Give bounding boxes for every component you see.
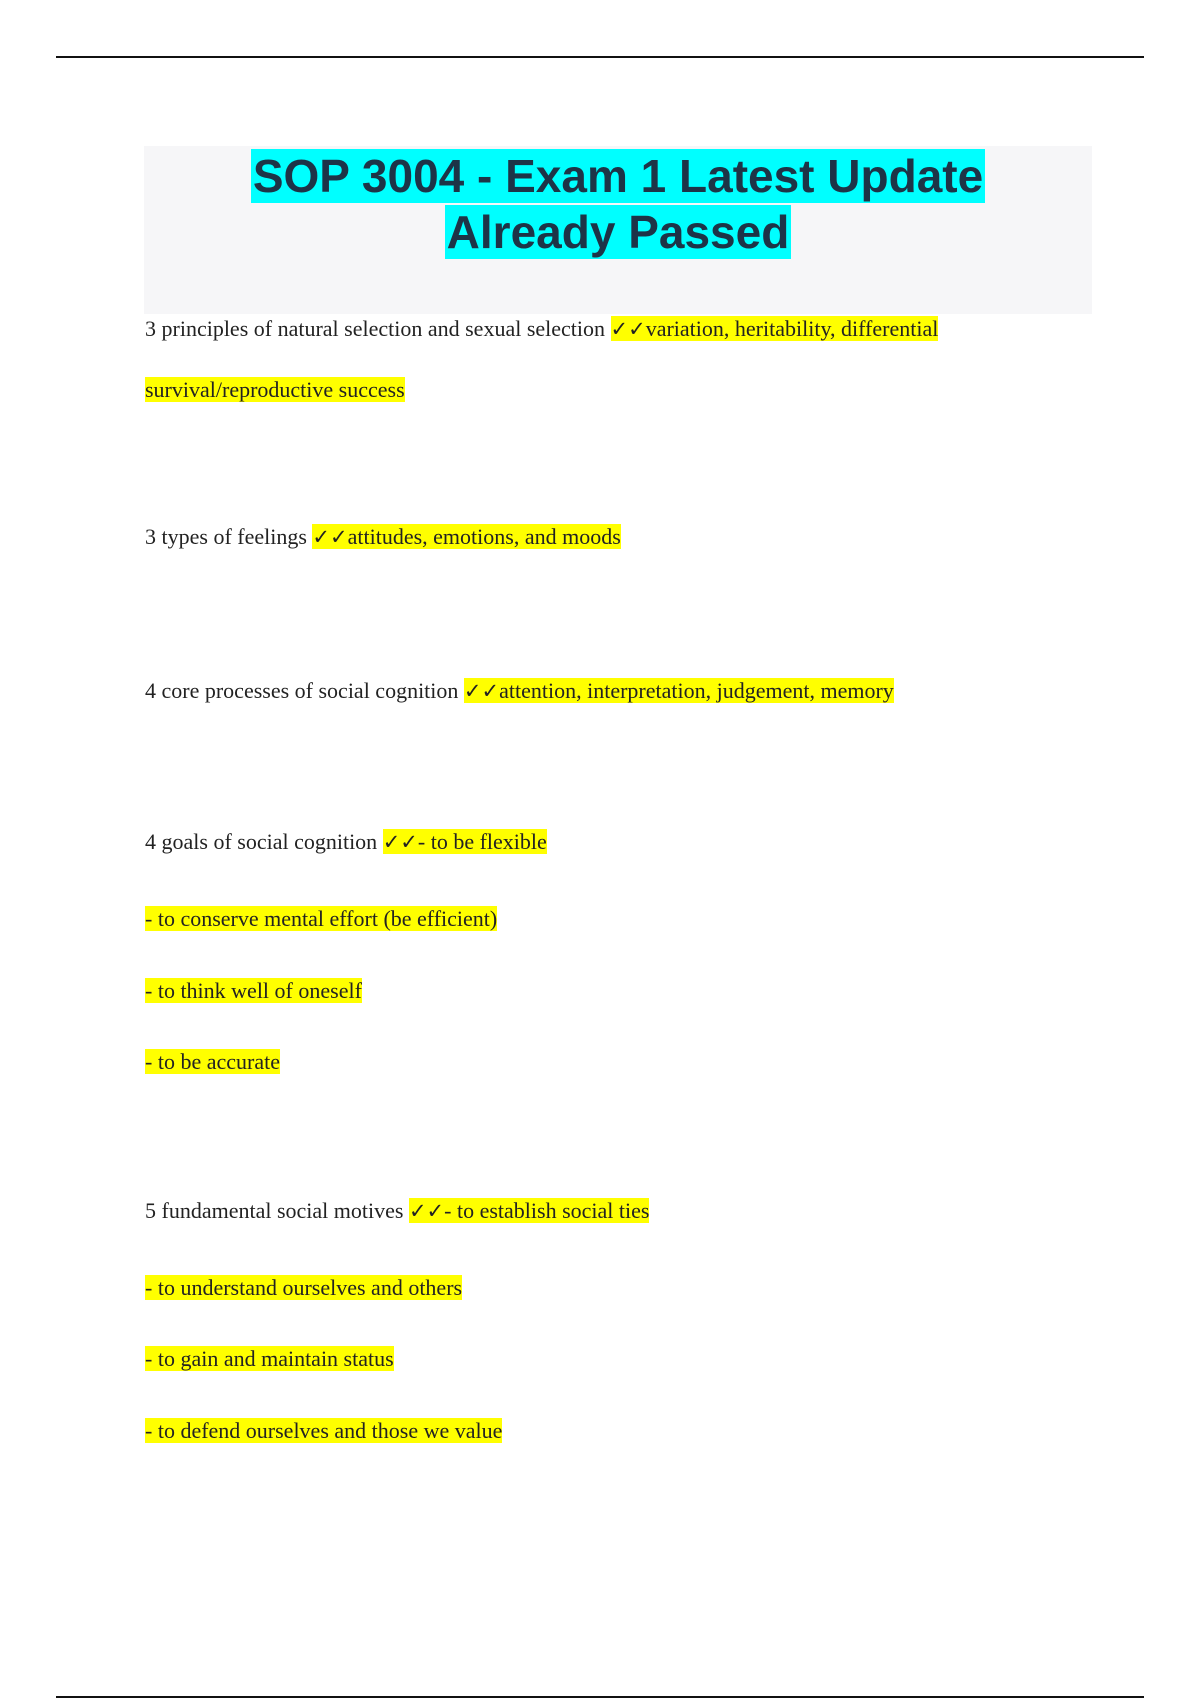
question-text: 4 goals of social cognition <box>145 829 378 854</box>
qa-item-5-answer-line <box>145 1273 462 1303</box>
qa-item-4-answer-line <box>145 904 497 934</box>
double-check-icon: ✓✓ <box>408 1199 445 1223</box>
qa-item-4-answer-line <box>145 1047 280 1077</box>
answer-highlight <box>383 829 547 854</box>
answer-highlight <box>464 678 894 703</box>
answer-highlight <box>409 1198 650 1223</box>
qa-item-4-question-line <box>145 827 547 857</box>
answer-text: - to gain and maintain status <box>145 1346 394 1371</box>
qa-item-3-question-line <box>145 676 894 706</box>
question-text: 4 core processes of social cognition <box>145 678 459 703</box>
answer-text: - to understand ourselves and others <box>145 1275 463 1300</box>
double-check-icon: ✓✓ <box>463 679 500 703</box>
answer-text: survival/reproductive success <box>145 377 405 402</box>
double-check-icon: ✓✓ <box>382 830 418 854</box>
qa-item-5-answer-line <box>145 1344 394 1374</box>
question-text: 5 fundamental social motives <box>145 1198 404 1223</box>
answer-text: attitudes, emotions, and moods <box>347 524 621 549</box>
top-rule <box>56 56 1144 58</box>
title-block <box>144 146 1092 314</box>
answer-text: - to establish social ties <box>444 1198 650 1223</box>
answer-text: - to be flexible <box>417 829 547 854</box>
answer-text: - to conserve mental effort (be efficient) <box>145 906 498 931</box>
qa-item-1-answer-line <box>145 375 405 405</box>
bottom-rule <box>56 1696 1144 1698</box>
double-check-icon: ✓✓ <box>312 525 348 549</box>
double-check-icon: ✓✓ <box>610 317 646 341</box>
answer-text: - to think well of oneself <box>145 978 362 1003</box>
answer-text: variation, heritability, differential <box>645 316 939 341</box>
document-title-line-2: Already Passed <box>446 206 790 258</box>
question-text: 3 types of feelings <box>145 524 307 549</box>
answer-text: - to defend ourselves and those we value <box>145 1418 503 1443</box>
document-title-line-1: SOP 3004 - Exam 1 Latest Update <box>252 150 984 202</box>
answer-highlight <box>611 316 939 341</box>
answer-text: - to be accurate <box>145 1049 280 1074</box>
answer-highlight <box>312 524 620 549</box>
qa-item-5-question-line <box>145 1196 649 1226</box>
qa-item-1-question-line <box>145 314 938 344</box>
answer-text: attention, interpretation, judgement, memory <box>499 678 894 703</box>
qa-item-5-answer-line <box>145 1416 502 1446</box>
qa-item-4-answer-line <box>145 976 362 1006</box>
question-text: 3 principles of natural selection and sexual selection <box>145 316 606 341</box>
qa-item-2-question-line <box>145 522 621 552</box>
